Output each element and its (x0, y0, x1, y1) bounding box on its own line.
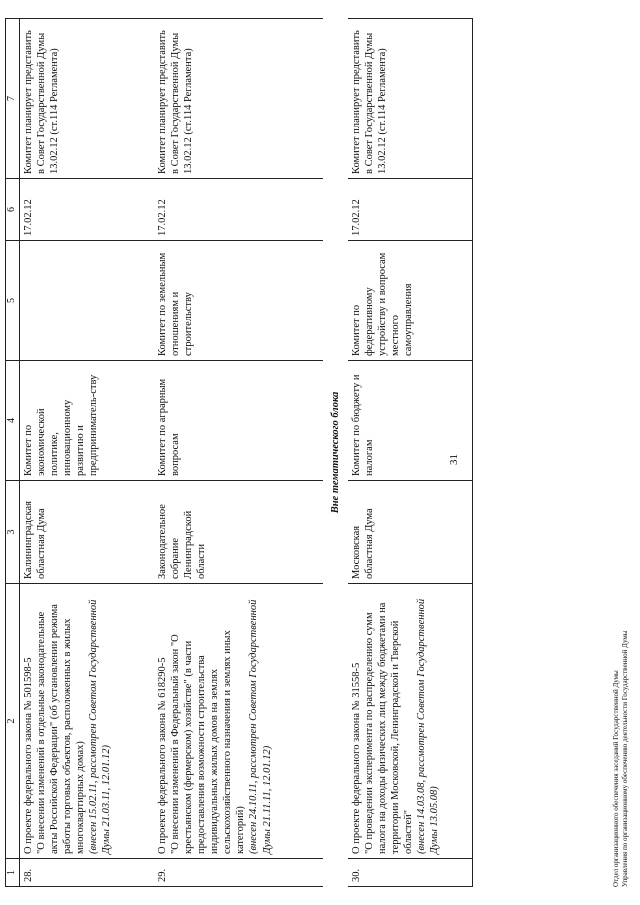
bill-description (19, 584, 154, 859)
block-heading: Вне тематического блока (329, 391, 341, 514)
bill-author: Московская областная Дума (348, 481, 473, 584)
col-4: 4 (6, 361, 20, 481)
row-num: 29. (154, 859, 323, 887)
bill-title: О проекте федерального закона № 618290-5 (156, 657, 168, 854)
col-2: 2 (6, 584, 20, 859)
bill-title: О проекте федерального закона № 31558-5 (350, 662, 362, 854)
footer-line-2: Управления по организационному обеспечению деятельности Государственной Думы (621, 630, 630, 887)
plan-note: Комитет планирует представить в Совет Государственной Думы 13.02.12 (ст.114 Регламента) (19, 19, 154, 179)
col-1: 1 (6, 859, 20, 887)
page-footer (612, 631, 630, 887)
co-committee: Комитет по федеративному устройству и вопросам местного самоуправления (348, 241, 473, 361)
bill-description (154, 584, 323, 859)
bill-note: (внесен 24.10.11, рассмотрен Советом Государственной Думы 21.11.11, 12.01.12) (248, 599, 273, 854)
bill-body: "О проведении эксперимента по распределению сумм налога на доходы физических лиц между бюджетами на территории Московской, Ленинградской и Тверской областей" (363, 602, 415, 854)
bill-title: О проекте федерального закона № 501598-5 (22, 657, 34, 854)
lead-committee: Комитет по аграрным вопросам (154, 361, 323, 481)
row-num: 30. (348, 859, 473, 887)
col-6: 6 (6, 179, 20, 241)
deadline-date: 17.02.12 (19, 179, 154, 241)
bill-note: (внесен 15.02.11, рассмотрен Советом Государственной Думы 21.03.11, 12.01.12) (88, 599, 113, 854)
co-committee (19, 241, 154, 361)
row-num: 28. (19, 859, 154, 887)
bill-description (348, 584, 473, 859)
table-row (348, 19, 473, 887)
bill-body: "О внесении изменений в Федеральный закон "О крестьянском (фермерском) хозяйстве" (в части предоставления возможности строительства индивидуальных жилых домов на землях сельскохозяйственного назначения и землях иных категорий) (169, 630, 247, 854)
bill-body: "О внесении изменений в отдельные законодательные акты Российской Федерации" (об установлении режима работы торговых объектов, расположенных в жилых многоквартирных домах) (35, 604, 86, 854)
column-number-row (6, 19, 20, 887)
agenda-table (5, 18, 473, 887)
lead-committee: Комитет по бюджету и налогам (348, 361, 473, 481)
col-7: 7 (6, 19, 20, 179)
bill-author: Калининградская областная Дума (19, 481, 154, 584)
plan-note: Комитет планирует представить в Совет Государственной Думы 13.02.12 (ст.114 Регламента) (348, 19, 473, 179)
page-number: 31 (448, 454, 460, 465)
co-committee: Комитет по земельным отношениям и строительству (154, 241, 323, 361)
col-3: 3 (6, 481, 20, 584)
lead-committee: Комитет по экономической политике, инновационному развитию и предприниматель-ству (19, 361, 154, 481)
deadline-date: 17.02.12 (154, 179, 323, 241)
table-row (154, 19, 323, 887)
col-5: 5 (6, 241, 20, 361)
deadline-date: 17.02.12 (348, 179, 473, 241)
bill-note: (внесен 14.03.08, рассмотрен Советом Государственной Думы 13.05.08) (416, 598, 441, 854)
table-row (19, 19, 154, 887)
bill-author: Законодательное собрание Ленинградской области (154, 481, 323, 584)
footer-line-1: Отдел организационного обеспечения заседаний Государственной Думы (612, 670, 620, 887)
block-heading-row (323, 19, 348, 887)
plan-note: Комитет планирует представить в Совет Государственной Думы 13.02.12 (ст.114 Регламента) (154, 19, 323, 179)
